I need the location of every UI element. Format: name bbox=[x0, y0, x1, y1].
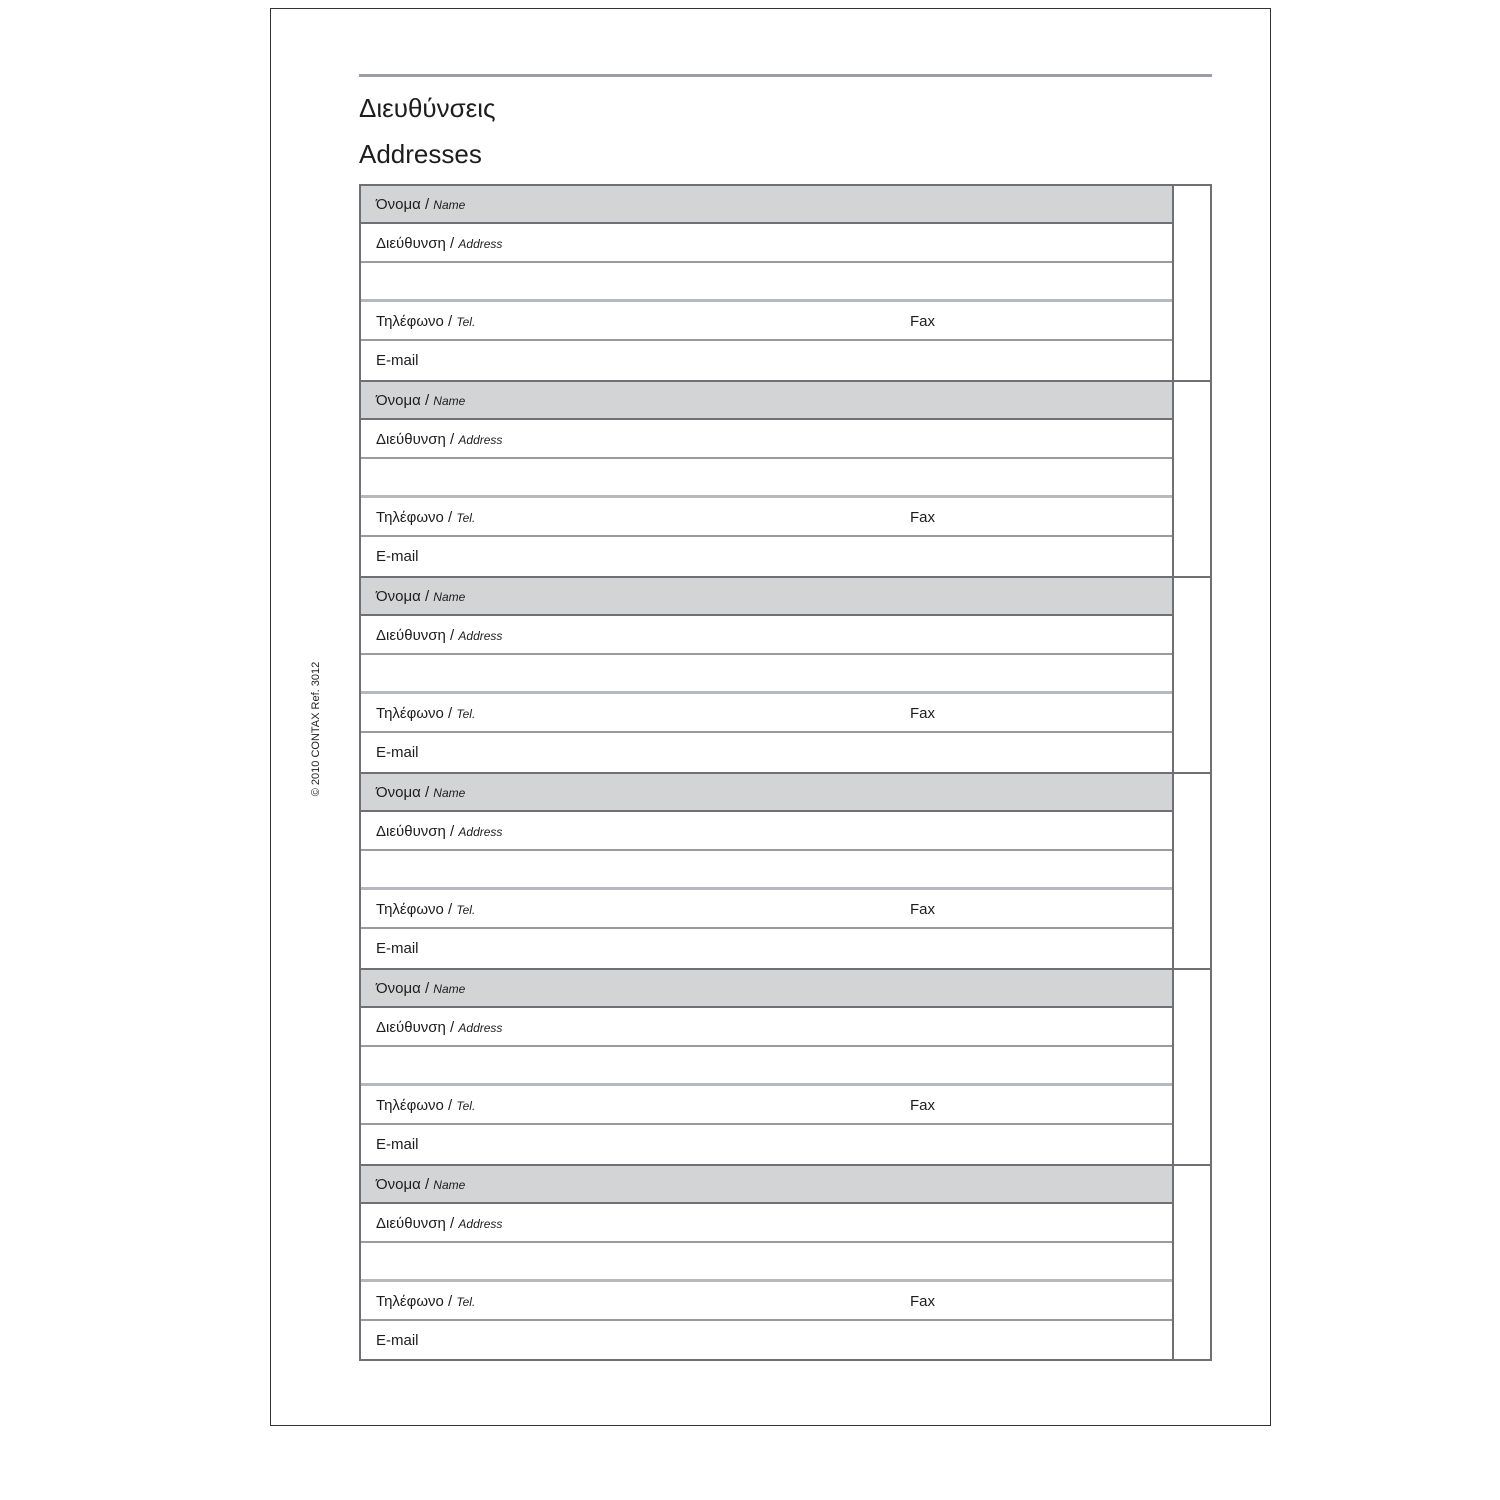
address-line-2[interactable] bbox=[361, 656, 1172, 694]
email-label: E-mail bbox=[376, 744, 419, 761]
email-label: E-mail bbox=[376, 1136, 419, 1153]
name-label: Όνομα / Name bbox=[376, 196, 466, 213]
fax-label: Fax bbox=[910, 1293, 936, 1310]
email-row[interactable] bbox=[361, 930, 1172, 968]
page-title-english: Addresses bbox=[359, 139, 482, 169]
address-label: Διεύθυνση / Address bbox=[376, 1215, 503, 1232]
copyright-note: © 2010 CONTAX Ref. 3012 bbox=[310, 661, 322, 797]
fax-label: Fax bbox=[910, 313, 936, 330]
page-title-greek: Διευθύνσεις bbox=[359, 93, 496, 123]
address-row[interactable] bbox=[361, 813, 1172, 851]
address-form bbox=[359, 184, 1212, 1361]
email-label: E-mail bbox=[376, 548, 419, 565]
address-line-2[interactable] bbox=[361, 460, 1172, 498]
address-entry bbox=[361, 186, 1210, 382]
email-row[interactable] bbox=[361, 342, 1172, 380]
email-row[interactable] bbox=[361, 1126, 1172, 1164]
address-line-2[interactable] bbox=[361, 1048, 1172, 1086]
address-entry bbox=[361, 1166, 1210, 1362]
name-label: Όνομα / Name bbox=[376, 784, 466, 801]
email-label: E-mail bbox=[376, 352, 419, 369]
email-row[interactable] bbox=[361, 1322, 1172, 1360]
top-rule bbox=[359, 74, 1212, 77]
address-label: Διεύθυνση / Address bbox=[376, 431, 503, 448]
email-row[interactable] bbox=[361, 538, 1172, 576]
address-line-2[interactable] bbox=[361, 852, 1172, 890]
tel-row[interactable] bbox=[361, 303, 1172, 341]
tel-label: Τηλέφωνο / Tel. bbox=[376, 509, 476, 526]
name-row[interactable] bbox=[361, 578, 1172, 616]
email-label: E-mail bbox=[376, 940, 419, 957]
tel-label: Τηλέφωνο / Tel. bbox=[376, 313, 476, 330]
email-row[interactable] bbox=[361, 734, 1172, 772]
address-entry bbox=[361, 578, 1210, 774]
fax-label: Fax bbox=[910, 509, 936, 526]
tel-label: Τηλέφωνο / Tel. bbox=[376, 1293, 476, 1310]
address-entry bbox=[361, 774, 1210, 970]
fax-label: Fax bbox=[910, 901, 936, 918]
name-row[interactable] bbox=[361, 186, 1172, 224]
address-page bbox=[270, 8, 1271, 1426]
tel-row[interactable] bbox=[361, 1283, 1172, 1321]
address-label: Διεύθυνση / Address bbox=[376, 627, 503, 644]
address-label: Διεύθυνση / Address bbox=[376, 235, 503, 252]
address-row[interactable] bbox=[361, 1205, 1172, 1243]
fax-label: Fax bbox=[910, 1097, 936, 1114]
address-row[interactable] bbox=[361, 225, 1172, 263]
fax-label: Fax bbox=[910, 705, 936, 722]
address-row[interactable] bbox=[361, 617, 1172, 655]
address-row[interactable] bbox=[361, 1009, 1172, 1047]
tel-row[interactable] bbox=[361, 891, 1172, 929]
address-line-2[interactable] bbox=[361, 1244, 1172, 1282]
name-row[interactable] bbox=[361, 382, 1172, 420]
name-label: Όνομα / Name bbox=[376, 392, 466, 409]
address-entry bbox=[361, 970, 1210, 1166]
name-row[interactable] bbox=[361, 1166, 1172, 1204]
address-line-2[interactable] bbox=[361, 264, 1172, 302]
name-label: Όνομα / Name bbox=[376, 1176, 466, 1193]
name-label: Όνομα / Name bbox=[376, 588, 466, 605]
name-row[interactable] bbox=[361, 970, 1172, 1008]
tel-label: Τηλέφωνο / Tel. bbox=[376, 901, 476, 918]
email-label: E-mail bbox=[376, 1332, 419, 1349]
tel-row[interactable] bbox=[361, 1087, 1172, 1125]
name-row[interactable] bbox=[361, 774, 1172, 812]
tel-label: Τηλέφωνο / Tel. bbox=[376, 705, 476, 722]
address-row[interactable] bbox=[361, 421, 1172, 459]
name-label: Όνομα / Name bbox=[376, 980, 466, 997]
tel-label: Τηλέφωνο / Tel. bbox=[376, 1097, 476, 1114]
tel-row[interactable] bbox=[361, 499, 1172, 537]
address-label: Διεύθυνση / Address bbox=[376, 823, 503, 840]
address-entry bbox=[361, 382, 1210, 578]
tel-row[interactable] bbox=[361, 695, 1172, 733]
address-label: Διεύθυνση / Address bbox=[376, 1019, 503, 1036]
